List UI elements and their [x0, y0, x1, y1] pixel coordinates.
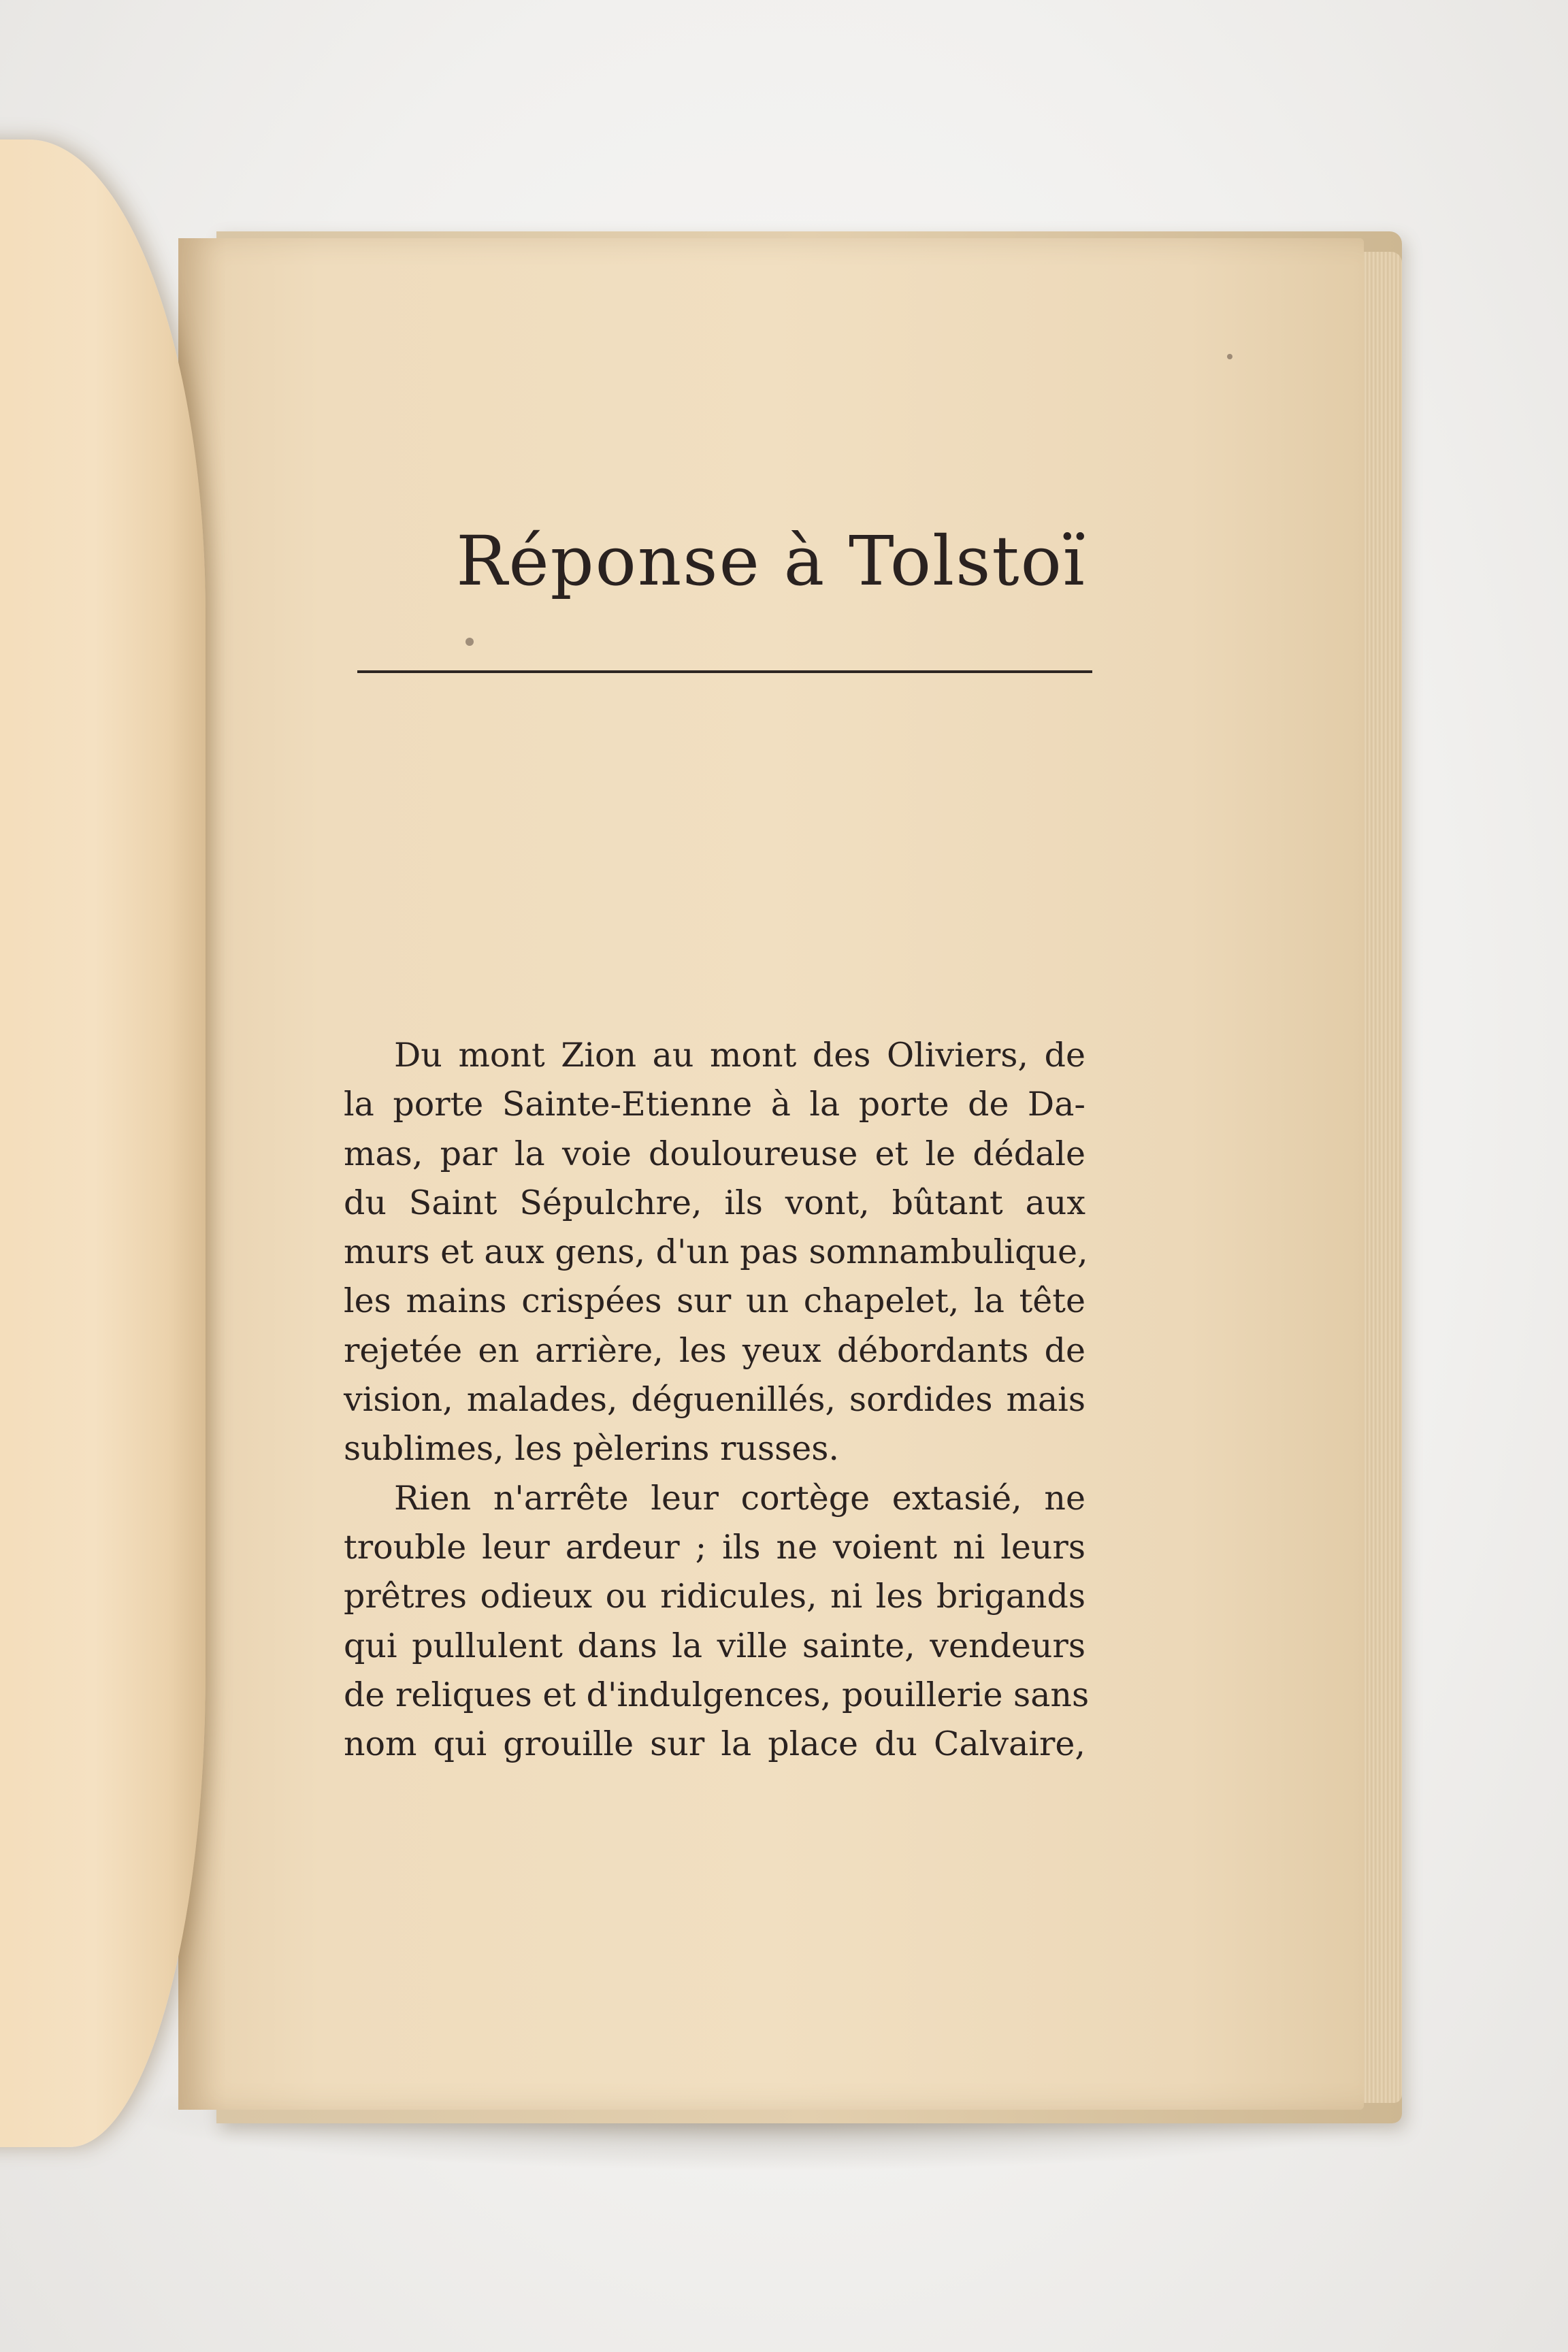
body-text [344, 1031, 1090, 1769]
text-line: vision, malades, déguenillés, sordides mais [344, 1380, 1085, 1420]
left-page-curl [0, 140, 206, 2147]
text-line: sublimes, les pèlerins russes. [344, 1429, 839, 1469]
text-line: prêtres odieux ou ridicules, ni les brigands [344, 1577, 1085, 1616]
paper-speck [466, 638, 474, 646]
paper-speck [1227, 354, 1232, 359]
page-title: Réponse à Tolstoï [456, 521, 1086, 601]
text-line: rejetée en arrière, les yeux débordants de [344, 1330, 1085, 1370]
text-line: Rien n'arrête leur cortège extasié, ne [394, 1478, 1085, 1518]
text-line: Du mont Zion au mont des Oliviers, de [394, 1036, 1085, 1075]
text-line: du Saint Sépulchre, ils vont, bûtant aux [344, 1183, 1085, 1222]
text-line: la porte Sainte-Etienne à la porte de Da- [344, 1085, 1085, 1124]
text-line: qui pullulent dans la ville sainte, vendeurs [344, 1626, 1085, 1665]
title-rule [357, 670, 1092, 673]
text-line: murs et aux gens, d'un pas somnambulique, [344, 1232, 1088, 1272]
text-line: trouble leur ardeur ; ils ne voient ni leurs [344, 1527, 1085, 1567]
text-line: de reliques et d'indulgences, pouillerie sans [344, 1675, 1090, 1714]
text-line: nom qui grouille sur la place du Calvaire, [344, 1725, 1085, 1764]
text-line: mas, par la voie douloureuse et le dédale [344, 1134, 1085, 1173]
text-line: les mains crispées sur un chapelet, la tête [344, 1281, 1085, 1321]
